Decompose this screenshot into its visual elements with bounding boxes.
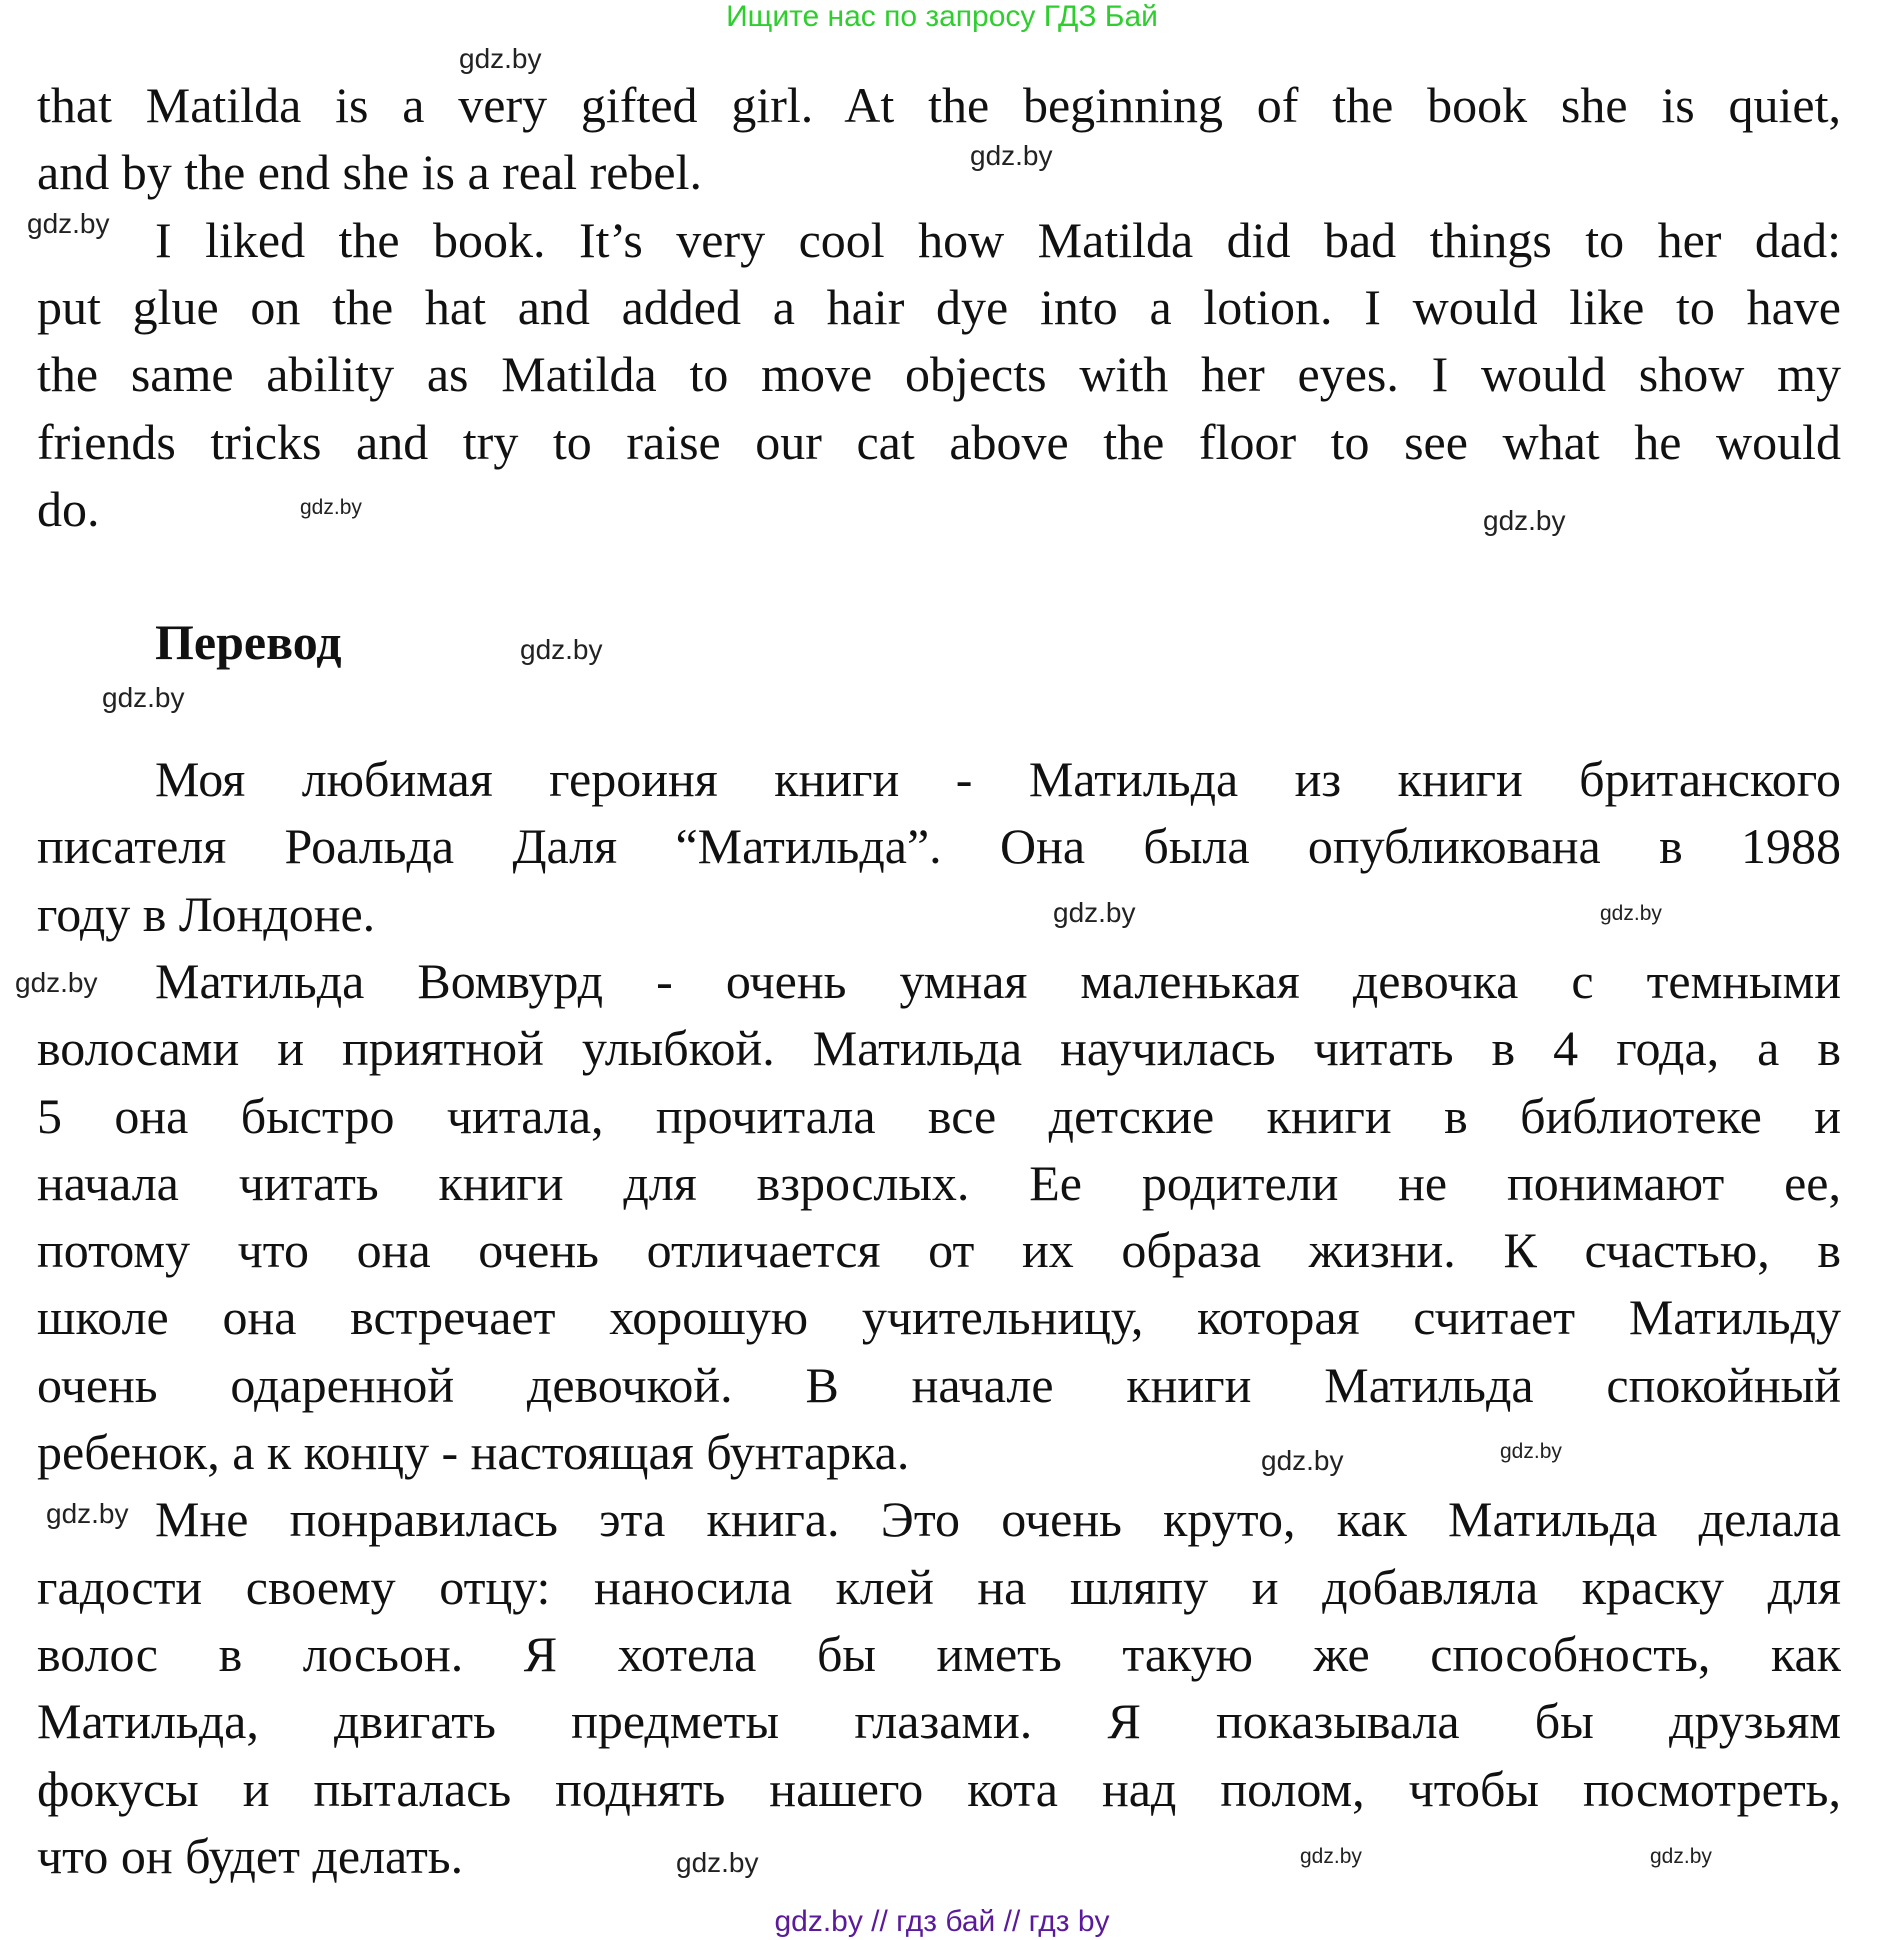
watermark: gdz.by: [520, 634, 603, 665]
watermark: gdz.by: [459, 43, 542, 74]
russian-text-line: Матильда Вомвурд - очень умная маленькая девочка с темными: [155, 953, 1841, 1009]
watermark: gdz.by: [102, 682, 185, 713]
footer-links[interactable]: gdz.by // гдз бай // гдз by: [774, 1905, 1110, 1938]
russian-text-line: начала читать книги для взрослых. Ее родители не понимают ее,: [37, 1155, 1841, 1211]
watermark: gdz.by: [1650, 1845, 1712, 1868]
watermark: gdz.by: [676, 1847, 759, 1878]
watermark: gdz.by: [1053, 897, 1136, 928]
english-text-line: that Matilda is a very gifted girl. At the beginning of the book she is quiet,: [37, 77, 1841, 133]
watermark: gdz.by: [15, 967, 98, 998]
russian-text-line: писателя Роальда Даля “Матильда”. Она была опубликована в 1988: [37, 818, 1841, 874]
russian-text-line: Моя любимая героиня книги - Матильда из книги британского: [155, 751, 1841, 807]
watermark: gdz.by: [46, 1498, 129, 1529]
russian-text-line: ребенок, а к концу - настоящая бунтарка.: [37, 1424, 910, 1480]
translation-heading: Перевод: [155, 614, 342, 670]
russian-text-line: потому что она очень отличается от их образа жизни. К счастью, в: [37, 1222, 1841, 1278]
english-text-line: friends tricks and try to raise our cat above the floor to see what he would: [37, 414, 1841, 470]
watermark: gdz.by: [970, 140, 1053, 171]
watermark: gdz.by: [1500, 1440, 1562, 1463]
english-text-line: and by the end she is a real rebel.: [37, 144, 703, 200]
russian-text-line: гадости своему отцу: наносила клей на шляпу и добавляла краску для: [37, 1559, 1841, 1615]
english-text-line: put glue on the hat and added a hair dye into a lotion. I would like to have: [37, 279, 1841, 335]
english-text-line: do.: [37, 481, 100, 537]
watermark: gdz.by: [27, 208, 110, 239]
english-text-line: the same ability as Matilda to move objects with her eyes. I would show my: [37, 346, 1841, 402]
russian-text-line: волосами и приятной улыбкой. Матильда научилась читать в 4 года, а в: [37, 1020, 1841, 1076]
english-text-line: I liked the book. It’s very cool how Matilda did bad things to her dad:: [155, 212, 1841, 268]
watermark: gdz.by: [1483, 505, 1566, 536]
russian-text-line: фокусы и пыталась поднять нашего кота над полом, чтобы посмотреть,: [37, 1761, 1841, 1817]
search-banner: Ищите нас по запросу ГДЗ Бай: [726, 0, 1158, 33]
russian-text-line: что он будет делать.: [37, 1828, 464, 1884]
russian-text-line: 5 она быстро читала, прочитала все детские книги в библиотеке и: [37, 1088, 1841, 1144]
watermark: gdz.by: [1261, 1445, 1344, 1476]
russian-text-line: Мне понравилась эта книга. Это очень круто, как Матильда делала: [155, 1491, 1841, 1547]
russian-text-line: году в Лондоне.: [37, 886, 376, 942]
watermark: gdz.by: [1300, 1845, 1362, 1868]
russian-text-line: очень одаренной девочкой. В начале книги Матильда спокойный: [37, 1357, 1841, 1413]
watermark: gdz.by: [1600, 902, 1662, 925]
russian-text-line: школе она встречает хорошую учительницу, которая считает Матильду: [37, 1289, 1841, 1345]
russian-text-line: Матильда, двигать предметы глазами. Я показывала бы друзьям: [37, 1693, 1841, 1749]
russian-text-line: волос в лосьон. Я хотела бы иметь такую же способность, как: [37, 1626, 1841, 1682]
watermark: gdz.by: [300, 496, 362, 519]
